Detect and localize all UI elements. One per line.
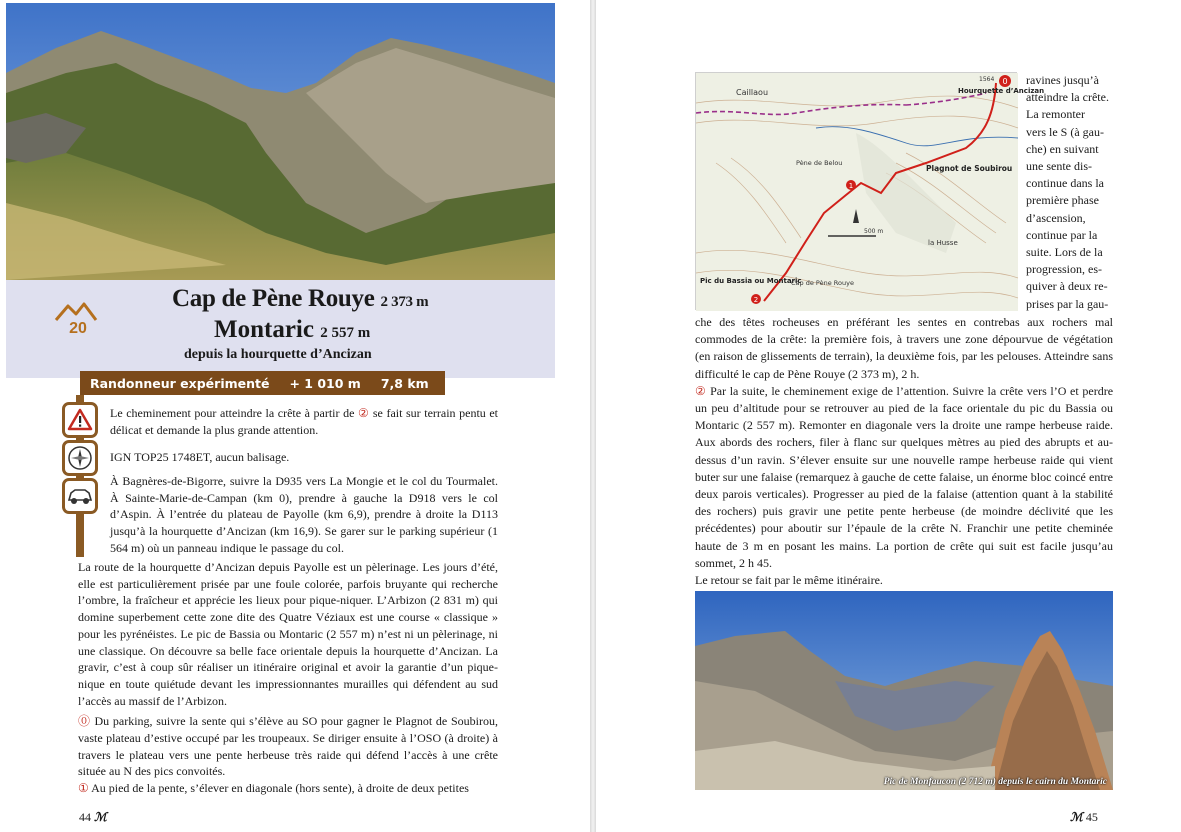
map-label-bassia: Pic du Bassia ou Montaric bbox=[700, 277, 802, 285]
title-line-1: Cap de Pène Rouye bbox=[172, 285, 375, 312]
step-marker-2: ② bbox=[357, 406, 370, 420]
route-title-2 bbox=[214, 316, 370, 344]
warning-note bbox=[110, 405, 498, 438]
intro-paragraph: La route de la hourquette d’Ancizan depuis Payolle est un pèlerinage. Les jours d’été, elle est particulièrement prisée par une foule colorée, parfois bruyante qui recherche l’ombre, la fraîcheur et apprécie les lieux pour pique-niquer. L’Arbizon (2 831 m) qui domine superbement cette zone dite des Quatre Véziaux est une course « classique » pour les pyrénéistes. Le pic de Bassia ou Montaric (2 557 m) n’est ni un pèlerinage, ni une classique. On découvre sa belle face orientale depuis la hourquette d’Ancizan. La gravir, c’est à coup sûr réaliser un itinéraire original et avoir la garantie d’un pique-nique en toute quiétude devant les impressionnantes murailles qui défendent au sud l’accès au massif de l’Arbizon. bbox=[78, 560, 498, 708]
wrap-line: che) en suivant bbox=[1026, 141, 1099, 156]
warning-text-end: se fait sur terrain pentu et délicat et demande la plus grande attention. bbox=[110, 406, 499, 437]
mountain-landscape-photo bbox=[6, 3, 555, 280]
wrap-line: quiver à deux re- bbox=[1026, 279, 1108, 294]
map-scale-label: 500 m bbox=[864, 228, 884, 235]
map-label-husse: la Husse bbox=[928, 239, 958, 247]
title-line-2: Montaric bbox=[214, 316, 314, 343]
route-subtitle: depuis la hourquette d’Ancizan bbox=[184, 347, 372, 362]
publisher-logo-icon: ℳ bbox=[1070, 810, 1083, 824]
warning-text: Le cheminement pour atteindre la crête à partir de bbox=[110, 406, 355, 420]
step-marker-1: ① bbox=[78, 781, 89, 796]
map-label-plagnot: Plagnot de Soubirou bbox=[926, 164, 1013, 173]
right-page bbox=[596, 0, 1181, 832]
map-reference: IGN TOP25 1748ET, aucun balisage. bbox=[110, 450, 290, 464]
publisher-logo-icon: ℳ bbox=[94, 810, 107, 824]
title-line-2-altitude: 2 557 m bbox=[320, 325, 371, 341]
warning-icon bbox=[62, 402, 98, 438]
wrap-line: atteindre la crête. bbox=[1026, 90, 1109, 105]
step-0-paragraph bbox=[78, 713, 498, 780]
car-icon bbox=[62, 478, 98, 514]
step-2-paragraph bbox=[695, 383, 1113, 572]
compass-icon bbox=[62, 440, 98, 476]
step-marker-2: ② bbox=[695, 383, 707, 398]
paragraph-crest: che des têtes rocheuses en préférant les sentes en contrebas aux rochers mal commodes de la crête: la première fois, à travers une zone dépourvue de végétation (en raison de glissements de terrain), la deuxième fois, par les pelouses. Atteindre sans difficulté le cap de Pène Rouye (2 373 m), 2 h. bbox=[695, 315, 1113, 381]
left-body-text bbox=[78, 559, 498, 797]
difficulty-level: Randonneur expérimenté bbox=[90, 375, 270, 391]
summit-cairn-photo bbox=[695, 591, 1113, 790]
right-body-text bbox=[695, 314, 1113, 589]
wrap-line: continue par la bbox=[1026, 227, 1098, 242]
route-title-1 bbox=[172, 285, 428, 313]
step-marker-0: ⓪ bbox=[78, 714, 91, 729]
topographic-map bbox=[695, 72, 1045, 310]
wrap-line: progression, es- bbox=[1026, 262, 1102, 277]
wrap-line: d’ascension, bbox=[1026, 210, 1086, 225]
wrap-line: continue dans la bbox=[1026, 176, 1104, 191]
step-0-text: Du parking, suivre la sente qui s’élève au SO pour gagner le Plagnot de Soubirou, vaste plateau d’estive occupé par les troupeaux. Se diriger ensuite à l’OSO (à droite) à travers le plateau vers une pente herbeuse très raide qui défend l’accès à une crête située au N des pics convoités. bbox=[78, 714, 498, 779]
step-1-paragraph bbox=[78, 780, 498, 797]
map-label-pene-rouye: Cap de Pène Rouye bbox=[791, 279, 854, 287]
wrap-line: première phase bbox=[1026, 193, 1099, 208]
elevation-gain: + 1 010 m bbox=[289, 375, 361, 391]
left-page bbox=[0, 0, 590, 832]
map-marker-1: 1 bbox=[848, 182, 854, 190]
page-number-right bbox=[1070, 810, 1098, 825]
wrap-line: La remonter bbox=[1026, 107, 1085, 122]
wrap-line: prises par la gau- bbox=[1026, 296, 1109, 311]
wrap-line: vers le S (à gau- bbox=[1026, 124, 1104, 139]
route-number: 20 bbox=[69, 320, 87, 337]
return-paragraph: Le retour se fait par le même itinéraire. bbox=[695, 573, 883, 588]
map-label-altitude: 1564 bbox=[979, 76, 995, 83]
map-label-pene: Pène de Belou bbox=[796, 159, 843, 167]
wrap-line: ravines jusqu’à bbox=[1026, 73, 1099, 87]
route-stats-badge bbox=[80, 371, 471, 395]
folio-number: 45 bbox=[1085, 810, 1098, 824]
page-number-left bbox=[79, 810, 107, 825]
map-label-hourquette: Hourquette d’Ancizan bbox=[958, 87, 1045, 95]
map-wrap-text bbox=[1026, 72, 1112, 313]
title-line-1-altitude: 2 373 m bbox=[380, 294, 429, 310]
photo-caption: Pic de Monfaucon (2 712 m) depuis le cairn du Montaric bbox=[883, 777, 1107, 787]
step-2-text: Par la suite, le cheminement exige de l’attention. Suivre la crête vers l’O et perdre un peu d’altitude pour se retrouver au pied de la face orientale du pic du Bassia ou Montaric (2 557 m). Remonter en diagonale vers la droite une rampe herbeuse raide. Aux abords des rochers, filer à flanc sur quelques mètres au pied des abrupts et au-dessus d’un ravin. S’élever ensuite sur une nouvelle rampe herbeuse raide qui vient buter sur une falaise (remarquez à gauche de cette falaise, un énorme bloc coincé entre deux parois verticales). Progresser au pied de la falaise (attention quant à la stabilité des rochers) puis gravir une petite pente herbeuse (de moindre déclivité que les précédentes) pour aboutir sur l’épaule de la crête N. Franchir une petite cheminée haute de 3 m en posant les mains. La portion de crête qui suit est facile jusqu’au sommet, 2 h 45. bbox=[695, 383, 1114, 570]
wrap-line: une sente dis- bbox=[1026, 159, 1092, 174]
map-marker-2: 2 bbox=[753, 296, 759, 304]
wrap-line: suite. Lors de la bbox=[1026, 245, 1103, 260]
folio-number: 44 bbox=[79, 810, 91, 824]
duration: 5 h bbox=[448, 375, 471, 391]
step-1-text: Au pied de la pente, s’élever en diagonale (hors sente), à droite de deux petites bbox=[91, 781, 469, 796]
map-label-caillaou: Caillaou bbox=[736, 88, 769, 97]
distance: 7,8 km bbox=[380, 375, 429, 391]
access-directions: À Bagnères-de-Bigorre, suivre la D935 vers La Mongie et le col du Tourmalet. À Sainte-Marie-de-Campan (km 0), prendre à gauche la D918 vers le col d’Aspin. À l’entrée du plateau de Payolle (km 6,9), prendre à droite la D113 jusqu’à la hourquette d’Ancizan (km 16,9). Se garer sur le parking supérieur (1 564 m) où un panneau indique le passage du col. bbox=[110, 474, 498, 555]
map-marker-0: 0 bbox=[1002, 77, 1008, 86]
